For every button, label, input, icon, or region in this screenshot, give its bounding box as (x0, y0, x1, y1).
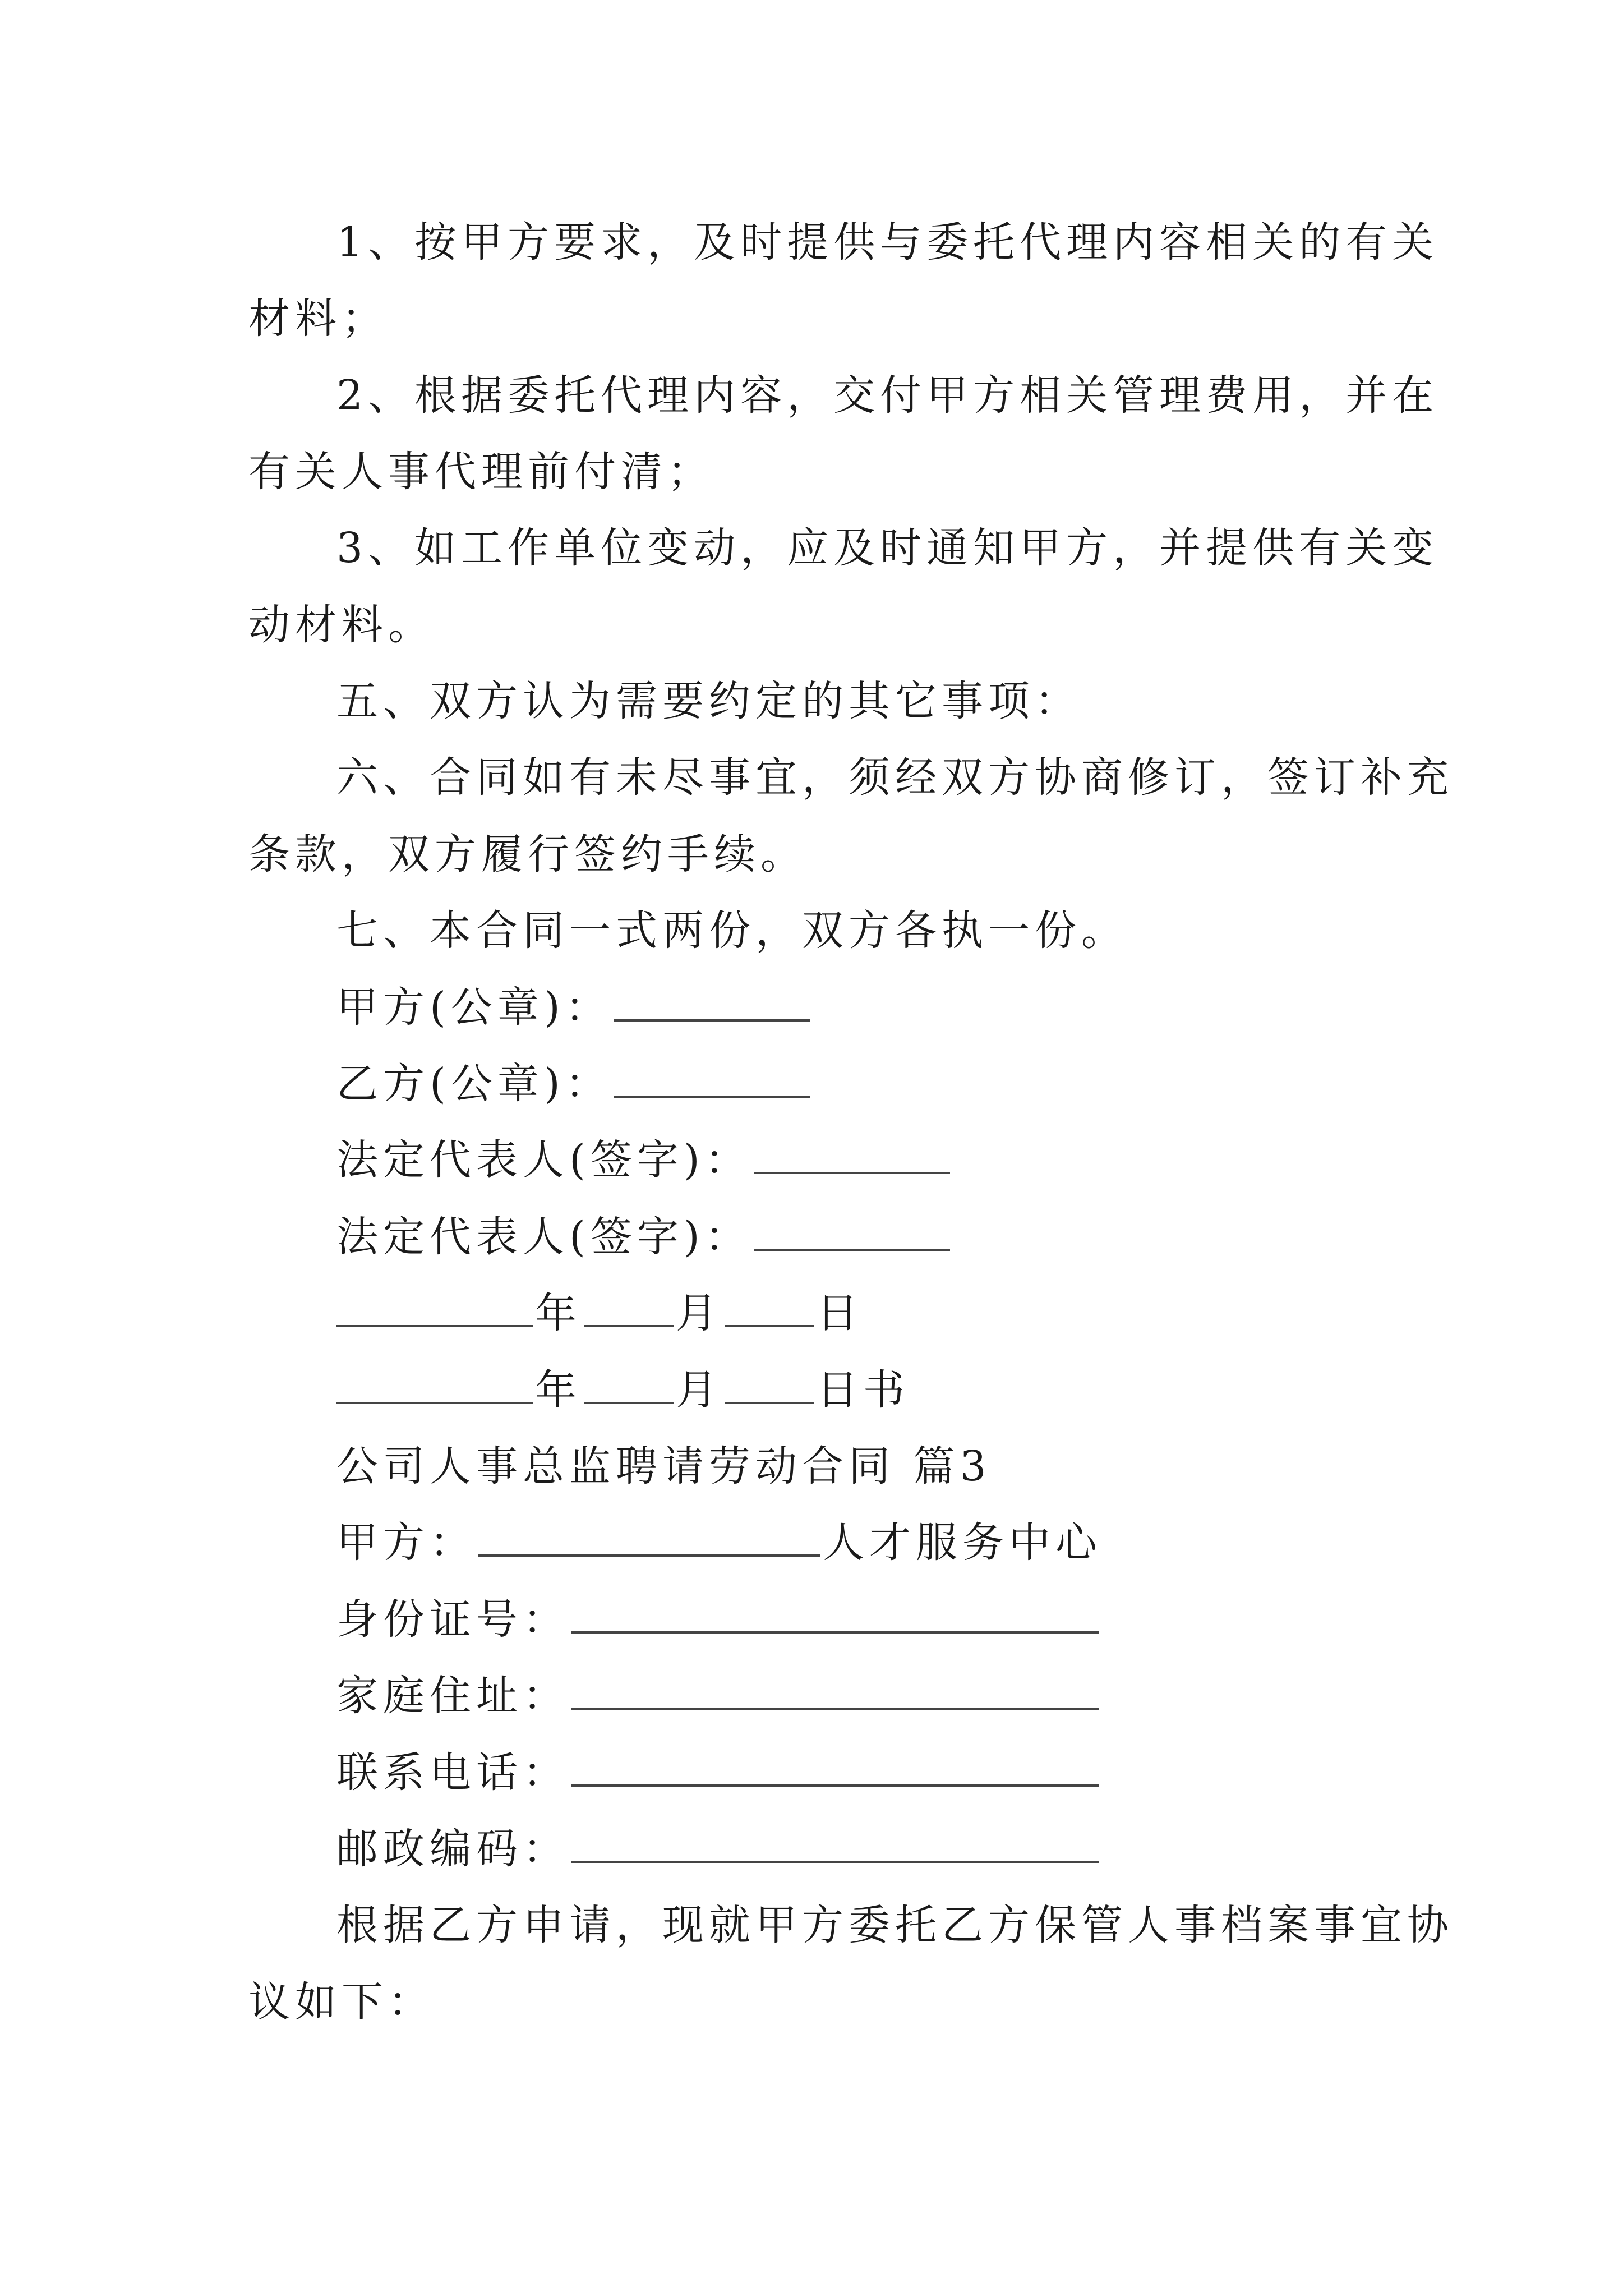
phone-line (0, 1739, 1623, 1806)
month-blank[interactable] (584, 1363, 674, 1404)
month-label: 月 (676, 1366, 722, 1414)
id-number-blank[interactable] (571, 1592, 1099, 1634)
year-label: 年 (535, 1289, 582, 1337)
day-label: 日 (817, 1289, 863, 1337)
year-label: 年 (535, 1366, 582, 1414)
clause-paragraph: 材料； (248, 295, 388, 343)
legal-rep-label: 法定代表人(签字)： (336, 1136, 751, 1184)
clause-heading: 五、双方认为需要约定的其它事项： (336, 677, 1081, 725)
address-line (0, 1662, 1623, 1729)
clause-paragraph: 六、合同如有未尽事宜，须经双方协商修订，签订补充 (336, 753, 1454, 802)
legal-rep-signature-blank[interactable] (754, 1209, 950, 1251)
day-blank[interactable] (725, 1286, 814, 1327)
party-a-seal-label: 甲方(公章)： (336, 983, 612, 1032)
phone-label: 联系电话： (336, 1749, 569, 1797)
clause-paragraph: 条款，双方履行签约手续。 (248, 830, 807, 878)
year-blank[interactable] (336, 1363, 533, 1404)
month-blank[interactable] (584, 1286, 674, 1327)
clause-paragraph: 2、根据委托代理内容，交付甲方相关管理费用，并在 (336, 371, 1439, 420)
clause-paragraph: 3、如工作单位变动，应及时通知甲方，并提供有关变 (336, 524, 1439, 572)
party-a-line (0, 1509, 1623, 1576)
postal-code-line (0, 1815, 1623, 1883)
clause-paragraph: 动材料。 (248, 601, 435, 649)
postal-code-blank[interactable] (571, 1821, 1099, 1863)
date-line (0, 1356, 1623, 1424)
party-a-label: 甲方： (336, 1519, 476, 1567)
party-b-seal-label: 乙方(公章)： (336, 1060, 612, 1108)
party-a-suffix: 人才服务中心 (823, 1519, 1102, 1567)
party-a-seal-blank[interactable] (614, 980, 810, 1022)
address-label: 家庭住址： (336, 1672, 569, 1720)
id-number-line (0, 1586, 1623, 1653)
clause-paragraph: 有关人事代理前付清； (248, 448, 714, 496)
postal-code-label: 邮政编码： (336, 1825, 569, 1873)
closing-paragraph: 议如下： (248, 1978, 435, 2026)
party-b-seal-line (0, 1050, 1623, 1117)
id-number-label: 身份证号： (336, 1595, 569, 1644)
party-b-seal-blank[interactable] (614, 1056, 810, 1098)
day-blank[interactable] (725, 1363, 814, 1404)
legal-rep-signature-blank[interactable] (754, 1133, 950, 1174)
legal-rep-label: 法定代表人(签字)： (336, 1213, 751, 1261)
legal-rep-line (0, 1203, 1623, 1271)
clause-paragraph: 1、按甲方要求，及时提供与委托代理内容相关的有关 (336, 218, 1439, 266)
phone-blank[interactable] (571, 1745, 1099, 1787)
month-label: 月 (676, 1289, 722, 1337)
day-label: 日书 (817, 1366, 910, 1414)
party-a-blank[interactable] (478, 1515, 820, 1557)
year-blank[interactable] (336, 1286, 533, 1327)
legal-rep-line (0, 1126, 1623, 1194)
party-a-seal-line (0, 974, 1623, 1041)
address-blank[interactable] (571, 1668, 1099, 1710)
closing-paragraph: 根据乙方申请，现就甲方委托乙方保管人事档案事宜协 (336, 1901, 1454, 1949)
section-title: 公司人事总监聘请劳动合同 篇3 (336, 1442, 992, 1490)
date-line (0, 1280, 1623, 1347)
clause-paragraph: 七、本合同一式两份，双方各执一份。 (336, 907, 1128, 955)
